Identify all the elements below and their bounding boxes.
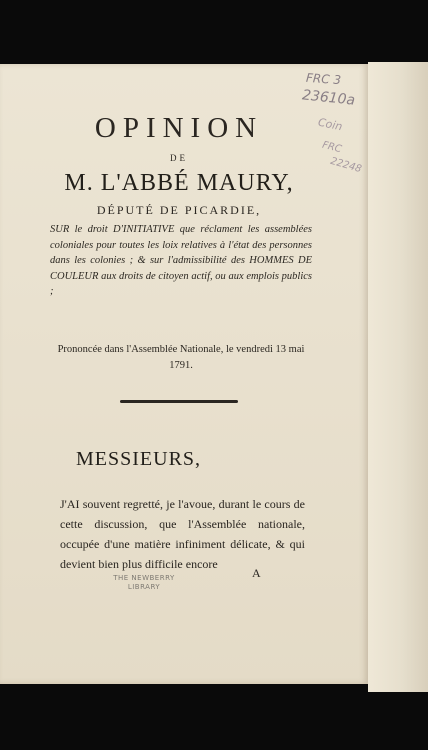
subject-paragraph: SUR le droit D'INITIATIVE que réclament les assemblées coloniales pour toutes les loix relatives à l'état des personnes dans les colonies ; & sur l'admissibilité des HOMMES DE COULEUR aux droits de citoyen actif, ou aux emplois publics ; — [50, 224, 312, 297]
pencil-annotation: 22248 — [329, 155, 363, 176]
signature-mark: A — [252, 566, 261, 580]
pencil-annotation: Coin — [316, 115, 344, 134]
pencil-annotation: FRC 3 — [305, 70, 342, 88]
pencil-annotation: FRC — [320, 139, 343, 156]
pencil-annotation: 23610a — [301, 87, 356, 109]
stamp-line: LIBRARY — [127, 583, 161, 591]
body-paragraph: J'AI souvent regretté, je l'avoue, durant le cours de cette discussion, que l'Assemblée nationale, occupée d'une matière infiniment délicate, & qui devient bien plus difficile encore — [60, 497, 305, 571]
pronouncement-line: Prononcée dans l'Assemblée Nationale, le vendredi 13 mai 1791. — [57, 344, 305, 371]
author-name: M. L'ABBÉ MAURY, — [64, 170, 294, 196]
document-title: OPINION — [94, 112, 264, 144]
library-stamp — [104, 574, 184, 592]
page-edge — [368, 62, 428, 692]
salutation: MESSIEURS, — [76, 448, 202, 470]
author-role: DÉPUTÉ DE PICARDIE, — [96, 203, 262, 217]
stamp-line: THE NEWBERRY — [113, 574, 175, 582]
title-connector: DE — [170, 153, 188, 163]
separator-rule — [120, 400, 238, 403]
